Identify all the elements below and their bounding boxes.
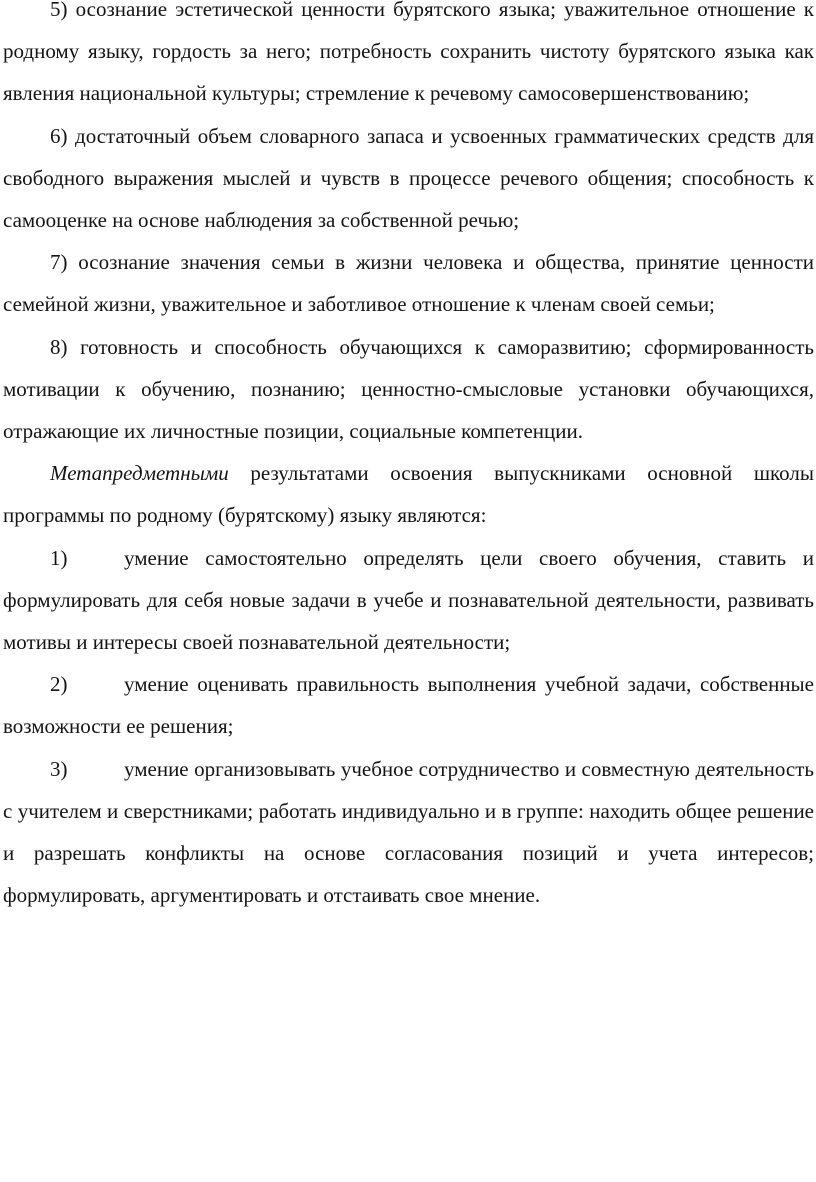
paragraph-item-7: 7) осознание значения семьи в жизни человека и общества, принятие ценности семейной жизни, уважительное и заботливое отношение к членам своей семьи; xyxy=(3,250,814,317)
item-text: умение оценивать правильность выполнения учебной задачи, собственные возможности ее решения; xyxy=(3,672,814,739)
metasubject-item-3 xyxy=(3,748,814,917)
metasubject-intro-text: результатами освоения выпускниками основной школы программы по родному (бурятскому) языку являются: xyxy=(3,461,814,528)
paragraph-item-5: 5) осознание эстетической ценности бурятского языка; уважительное отношение к родному языку, гордость за него; потребность сохранить чистоту бурятского языка как явления национальной культуры; стремление к речевому самосовершенствованию; xyxy=(3,0,814,106)
item-number: 1) xyxy=(50,545,68,570)
metasubject-term: Метапредметными xyxy=(50,461,229,486)
paragraph-item-6: 6) достаточный объем словарного запаса и усвоенных грамматических средств для свободного выражения мыслей и чувств в процессе речевого общения; способность к самооценке на основе наблюдения за собственной речью; xyxy=(3,123,814,233)
metasubject-intro-paragraph xyxy=(3,452,814,536)
metasubject-item-2 xyxy=(3,663,814,747)
item-number: 3) xyxy=(50,756,68,781)
paragraph-item-8: 8) готовность и способность обучающихся к саморазвитию; сформированность мотивации к обучению, познанию; ценностно-смысловые установки обучающихся, отражающие их личностные позиции, социальные компетенции. xyxy=(3,334,814,444)
item-text: умение самостоятельно определять цели своего обучения, ставить и формулировать для себя новые задачи в учебе и познавательной деятельности, развивать мотивы и интересы своей познавательной деятельности; xyxy=(3,545,814,655)
item-number: 2) xyxy=(50,672,68,697)
metasubject-item-1 xyxy=(3,537,814,664)
item-text: умение организовывать учебное сотрудничество и совместную деятельность с учителем и сверстниками; работать индивидуально и в группе: находить общее решение и разрешать конфликты на основе согласования позиций и учета интересов; формулировать, аргументировать и отстаивать свое мнение. xyxy=(3,756,814,908)
